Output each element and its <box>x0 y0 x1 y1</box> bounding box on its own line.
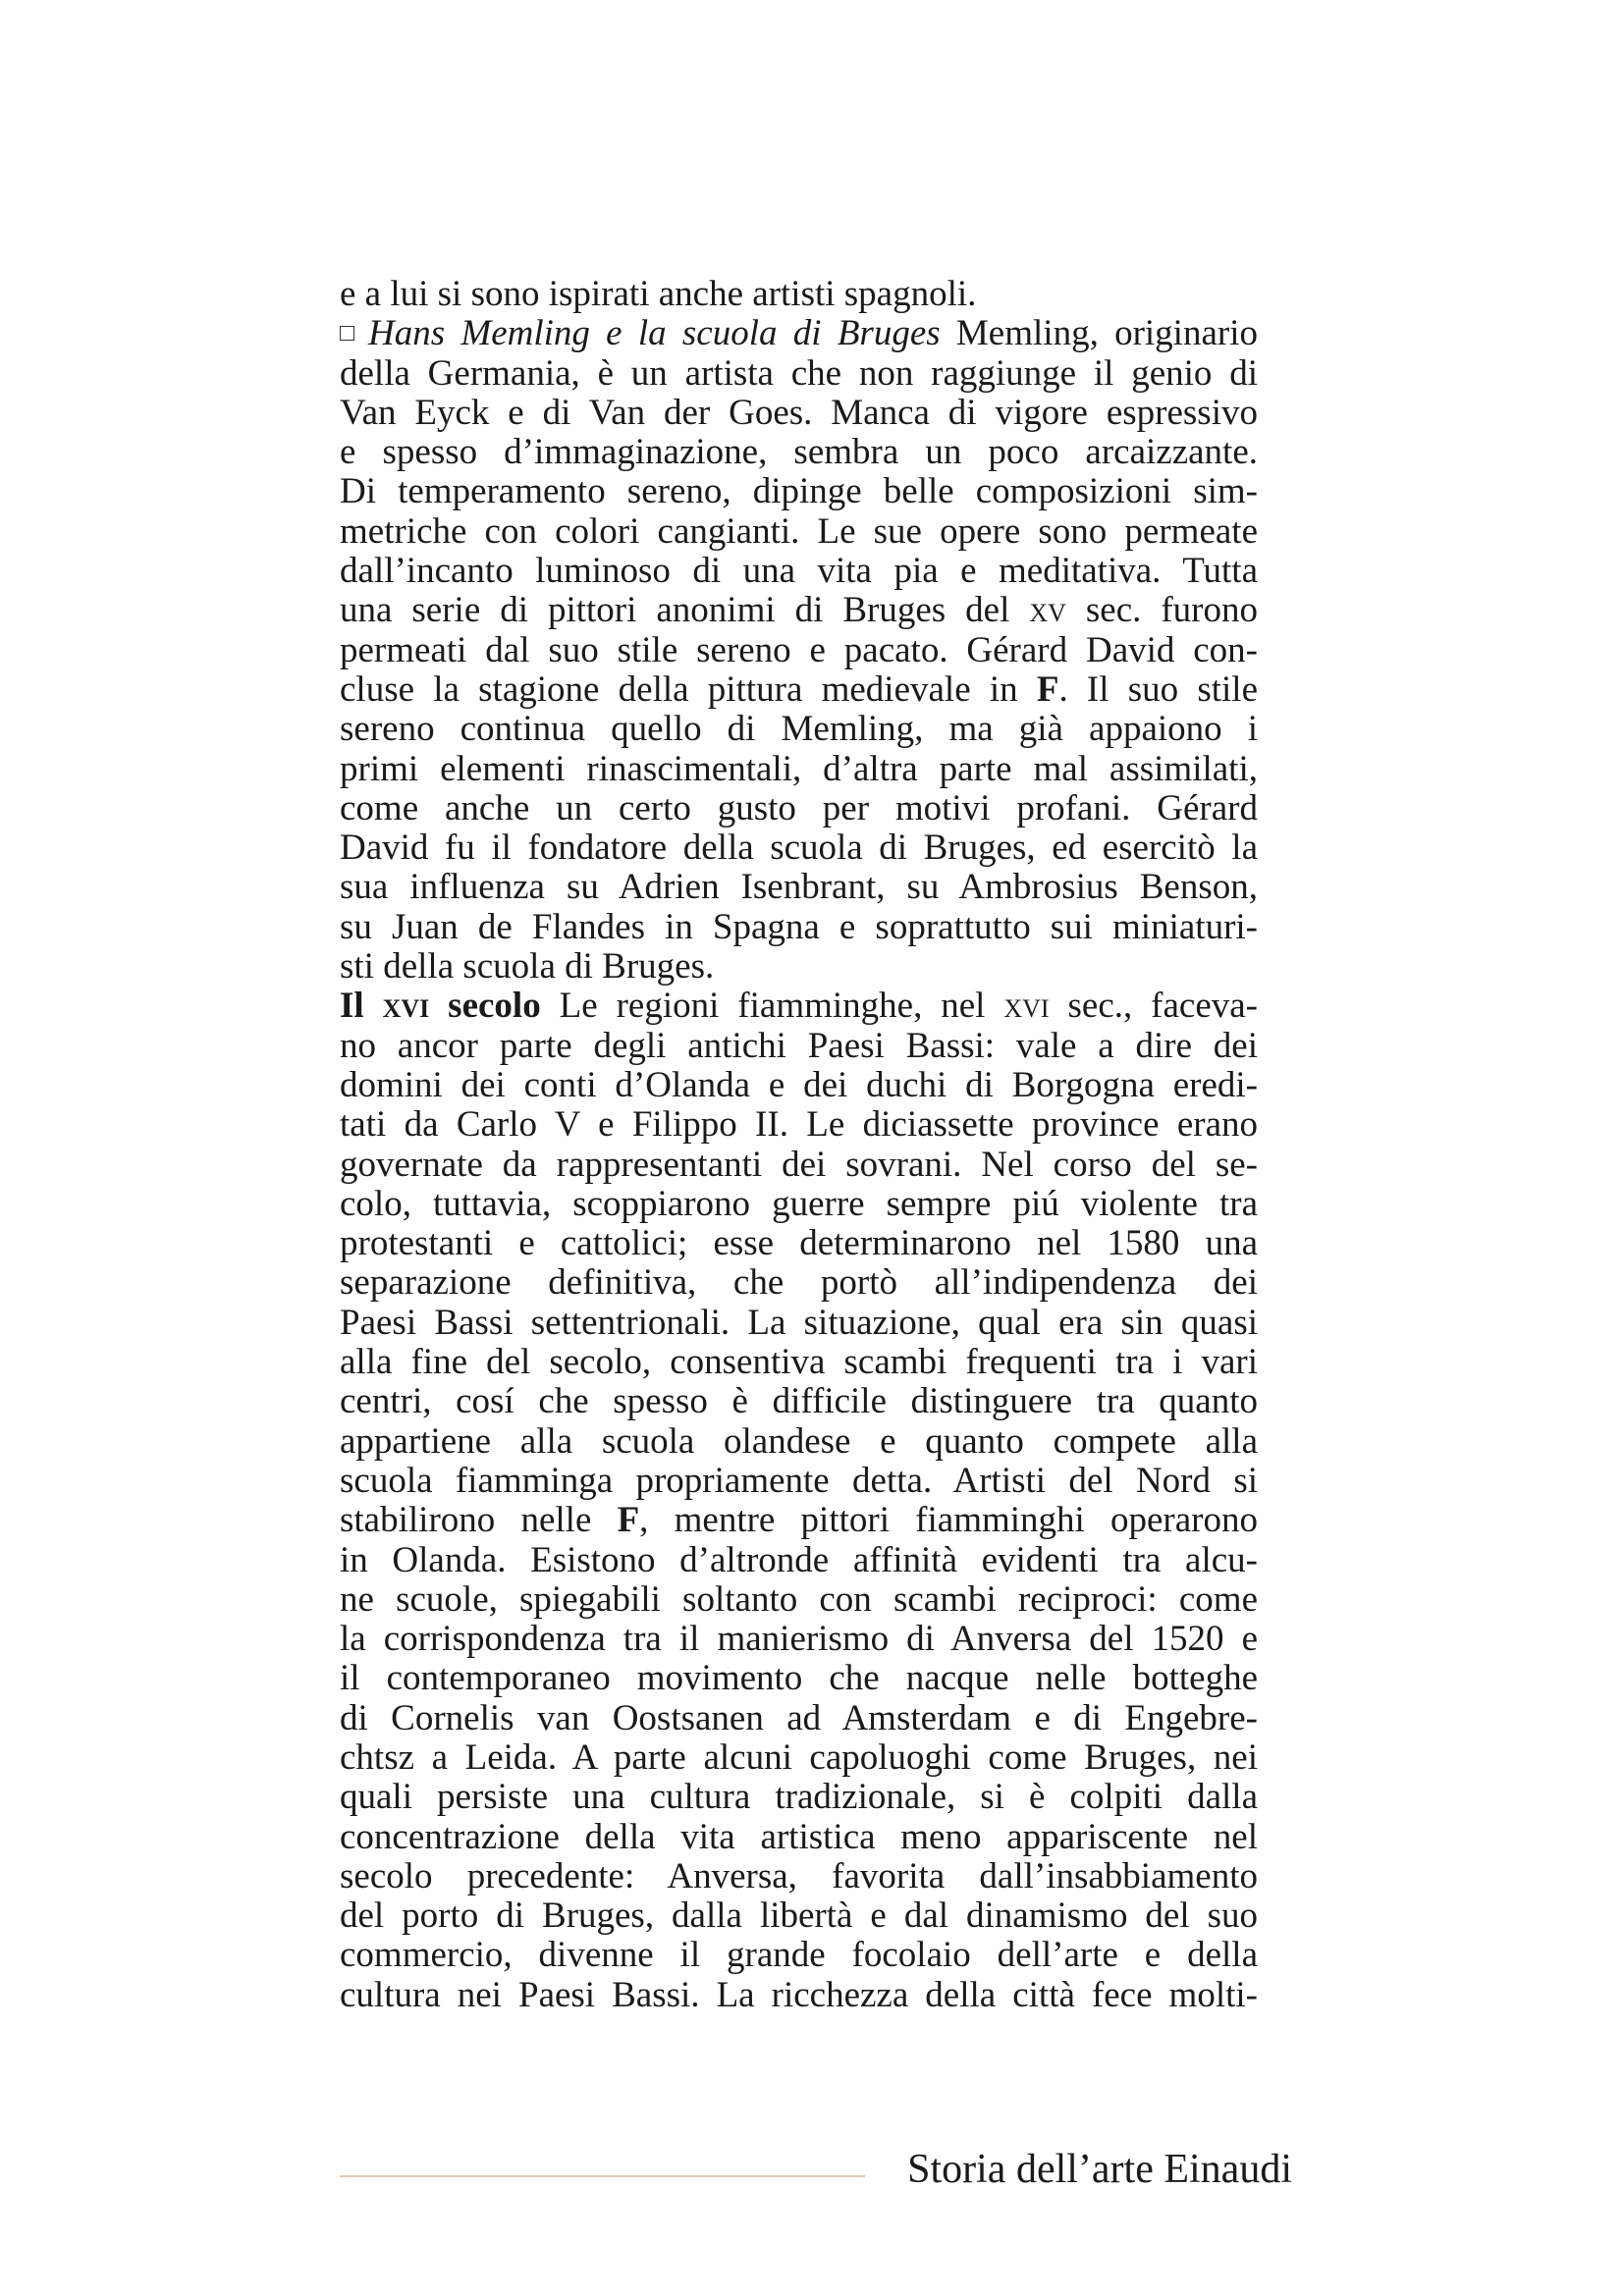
text-line: su Juan de Flandes in Spagna e soprattutto sui miniaturi- <box>340 906 1258 947</box>
text-line: il contemporaneo movimento che nacque nelle botteghe <box>340 1658 1258 1699</box>
text-fragment: Le regioni fiamminghe, nel <box>540 986 1004 1027</box>
text-fragment: Memling, originario <box>940 313 1258 354</box>
text-line: cultura nei Paesi Bassi. La ricchezza della città fece molti- <box>340 1974 1258 2015</box>
text-line: domini dei conti d’Olanda e dei duchi di Borgogna eredi- <box>340 1064 1258 1105</box>
text-line: di Cornelis van Oostsanen ad Amsterdam e di Engebre- <box>340 1697 1258 1738</box>
text-line: Di temperamento sereno, dipinge belle composizioni sim- <box>340 471 1258 512</box>
text-line: concentrazione della vita artistica meno appariscente nel <box>340 1816 1258 1857</box>
text-line: sua influenza su Adrien Isenbrant, su Ambrosius Benson, <box>340 867 1258 908</box>
text-line: colo, tuttavia, scoppiarono guerre sempre piú violente tra <box>340 1183 1258 1224</box>
section-marker-icon <box>340 326 354 341</box>
publication-title: Storia dell’arte Einaudi <box>907 2147 1292 2192</box>
text-line: chtsz a Leida. A parte alcuni capoluoghi come Bruges, nei <box>340 1736 1258 1778</box>
text-line: metriche con colori cangianti. Le sue opere sono permeate <box>340 510 1258 552</box>
text-line: sti della scuola di Bruges. <box>340 946 715 988</box>
text-line: secolo precedente: Anversa, favorita dall’insabbiamento <box>340 1855 1258 1896</box>
text-line <box>340 670 1258 710</box>
text-line: della Germania, è un artista che non raggiunge il genio di <box>340 352 1258 394</box>
text-line <box>340 591 1258 630</box>
text-fragment: cluse la stagione della pittura medievale in <box>340 668 1037 710</box>
text-line: Paesi Bassi settentrionali. La situazione, qual era sin quasi <box>340 1302 1258 1343</box>
century-numeral: xv <box>1029 590 1066 631</box>
text-line: appartiene alla scuola olandese e quanto compete alla <box>340 1420 1258 1462</box>
text-line: la corrispondenza tra il manierismo di Anversa del 1520 e <box>340 1619 1258 1660</box>
text-line: in Olanda. Esistono d’altronde affinità evidenti tra alcu- <box>340 1539 1258 1580</box>
text-line <box>340 987 1258 1026</box>
text-fragment: sec., faceva- <box>1049 986 1258 1027</box>
text-line: dall’incanto luminoso di una vita pia e meditativa. Tutta <box>340 551 1258 592</box>
text-line: governate da rappresentanti dei sovrani. Nel corso del se- <box>340 1144 1258 1185</box>
text-line: permeati dal suo stile sereno e pacato. Gérard David con- <box>340 629 1258 670</box>
text-fragment: . Il suo stile <box>1058 668 1258 710</box>
section-heading: Hans Memling e la scuola di Bruges <box>368 313 941 354</box>
text-fragment: stabilirono nelle <box>340 1500 618 1541</box>
section-heading <box>340 986 541 1026</box>
text-line: protestanti e cattolici; esse determinarono nel 1580 una <box>340 1223 1258 1264</box>
text-line: del porto di Bruges, dalla libertà e dal dinamismo del suo <box>340 1896 1258 1937</box>
text-fragment: sec. furono <box>1065 590 1258 631</box>
text-line: separazione definitiva, che portò all’indipendenza dei <box>340 1262 1258 1304</box>
text-line: no ancor parte degli antichi Paesi Bassi: vale a dire dei <box>340 1025 1258 1066</box>
text-line: Van Eyck e di Van der Goes. Manca di vigore espressivo <box>340 392 1258 433</box>
text-line: e spesso d’immaginazione, sembra un poco arcaizzante. <box>340 432 1258 473</box>
heading-fragment: secolo <box>429 986 541 1027</box>
text-line: centri, cosí che spesso è difficile distinguere tra quanto <box>340 1381 1258 1422</box>
cross-reference: F <box>1036 668 1059 710</box>
cross-reference: F <box>617 1500 640 1541</box>
text-line: alla fine del secolo, consentiva scambi frequenti tra i vari <box>340 1342 1258 1383</box>
page-footer <box>340 2140 1292 2199</box>
text-line: ne scuole, spiegabili soltanto con scambi reciproci: come <box>340 1578 1258 1620</box>
text-line: quali persiste una cultura tradizionale, si è colpiti dalla <box>340 1777 1258 1818</box>
text-fragment: , mentre pittori fiamminghi operarono <box>639 1500 1258 1541</box>
text-line: e a lui si sono ispirati anche artisti spagnoli. <box>340 274 977 314</box>
text-fragment: una serie di pittori anonimi di Bruges del <box>340 590 1030 631</box>
text-line: primi elementi rinascimentali, d’altra parte mal assimilati, <box>340 748 1258 789</box>
text-line: come anche un certo gusto per motivi profani. Gérard <box>340 787 1258 828</box>
heading-fragment: Il <box>340 986 383 1027</box>
body-text <box>340 275 1258 2015</box>
text-line: scuola fiamminga propriamente detta. Artisti del Nord si <box>340 1460 1258 1501</box>
text-line: David fu il fondatore della scuola di Bruges, ed esercitò la <box>340 828 1258 869</box>
text-line: sereno continua quello di Memling, ma già appaiono i <box>340 709 1258 750</box>
footer-rule <box>340 2175 865 2177</box>
text-line: tati da Carlo V e Filippo II. Le diciassette province erano <box>340 1104 1258 1146</box>
text-line <box>340 314 1258 353</box>
century-numeral: xvi <box>382 986 430 1027</box>
text-line: commercio, divenne il grande focolaio dell’arte e della <box>340 1935 1258 1976</box>
text-line <box>340 1501 1258 1540</box>
century-numeral: xvi <box>1003 986 1050 1027</box>
